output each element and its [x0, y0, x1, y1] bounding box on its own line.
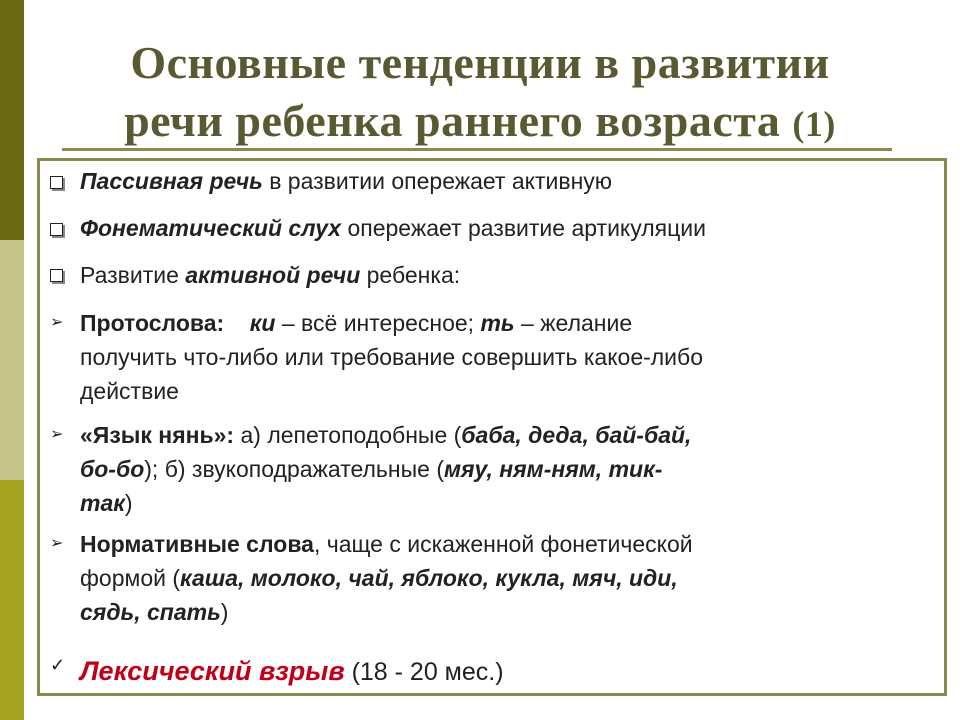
sidebar-stripe-mid [0, 480, 24, 720]
item-text: действие [80, 378, 179, 404]
arrow-bullet-icon: ➢ [50, 426, 64, 443]
item-text: опережает развитие артикуляции [341, 215, 706, 241]
item-text: , чаще с искаженной фонетической [313, 531, 693, 557]
list-item [80, 211, 706, 245]
item-bold: так [80, 490, 125, 516]
arrow-bullet-icon: ➢ [50, 535, 64, 552]
item-label: Нормативные слова [80, 531, 314, 557]
item-bold: Пассивная речь [80, 168, 263, 194]
item-text: в развитии опережает активную [262, 168, 613, 194]
check-bullet-icon: ✓ [50, 655, 66, 675]
item-label: «Язык нянь»: [80, 422, 235, 448]
item-bold: сядь, спать [80, 599, 221, 625]
item-bold: мяу, ням-ням, тик- [443, 456, 663, 482]
item-text: получить что-либо или требование совершить какое-либо [80, 344, 703, 370]
item-text: – всё интересное; [275, 310, 481, 336]
list-item [80, 258, 460, 292]
item-bold: каша, молоко, чай, яблоко, кукла, мяч, иди, [180, 565, 678, 591]
list-item [80, 654, 504, 689]
item-bold: баба, деда, бай-бай, [461, 422, 692, 448]
item-bold: ть [480, 310, 515, 336]
item-highlight: Лексический взрыв [80, 656, 345, 686]
list-item [80, 418, 691, 520]
list-item [80, 527, 693, 629]
square-bullet-icon [50, 269, 63, 286]
square-bullet-icon [50, 176, 63, 193]
item-bold: ки [249, 310, 276, 336]
item-text: формой ( [80, 565, 181, 591]
title-line-1: Основные тенденции в развитии [130, 37, 830, 88]
list-item [80, 306, 703, 408]
item-text: ребенка: [360, 262, 461, 288]
slide-number: (1) [792, 104, 836, 144]
item-text: ); б) звукоподражательные ( [144, 456, 444, 482]
sidebar-stripe-light [0, 240, 24, 480]
item-text: (18 - 20 мес.) [344, 658, 504, 686]
title-line-2-text: речи ребенка раннего возраста [124, 95, 781, 146]
item-label: Протослова: [80, 310, 225, 336]
arrow-bullet-icon: ➢ [50, 314, 64, 331]
title-underline [62, 148, 892, 151]
item-bold: бо-бо [80, 456, 145, 482]
square-bullet-icon [50, 223, 63, 240]
item-text: Развитие [80, 262, 186, 288]
item-bold: активной речи [185, 262, 361, 288]
item-bold: Фонематический слух [80, 215, 342, 241]
item-text: а) лепетоподобные ( [234, 422, 462, 448]
item-text: ) [220, 599, 229, 625]
title-line-2 [0, 92, 960, 153]
item-text: – желание [514, 310, 633, 336]
item-text: ) [124, 490, 133, 516]
slide-title [0, 34, 960, 153]
list-item [80, 164, 612, 198]
